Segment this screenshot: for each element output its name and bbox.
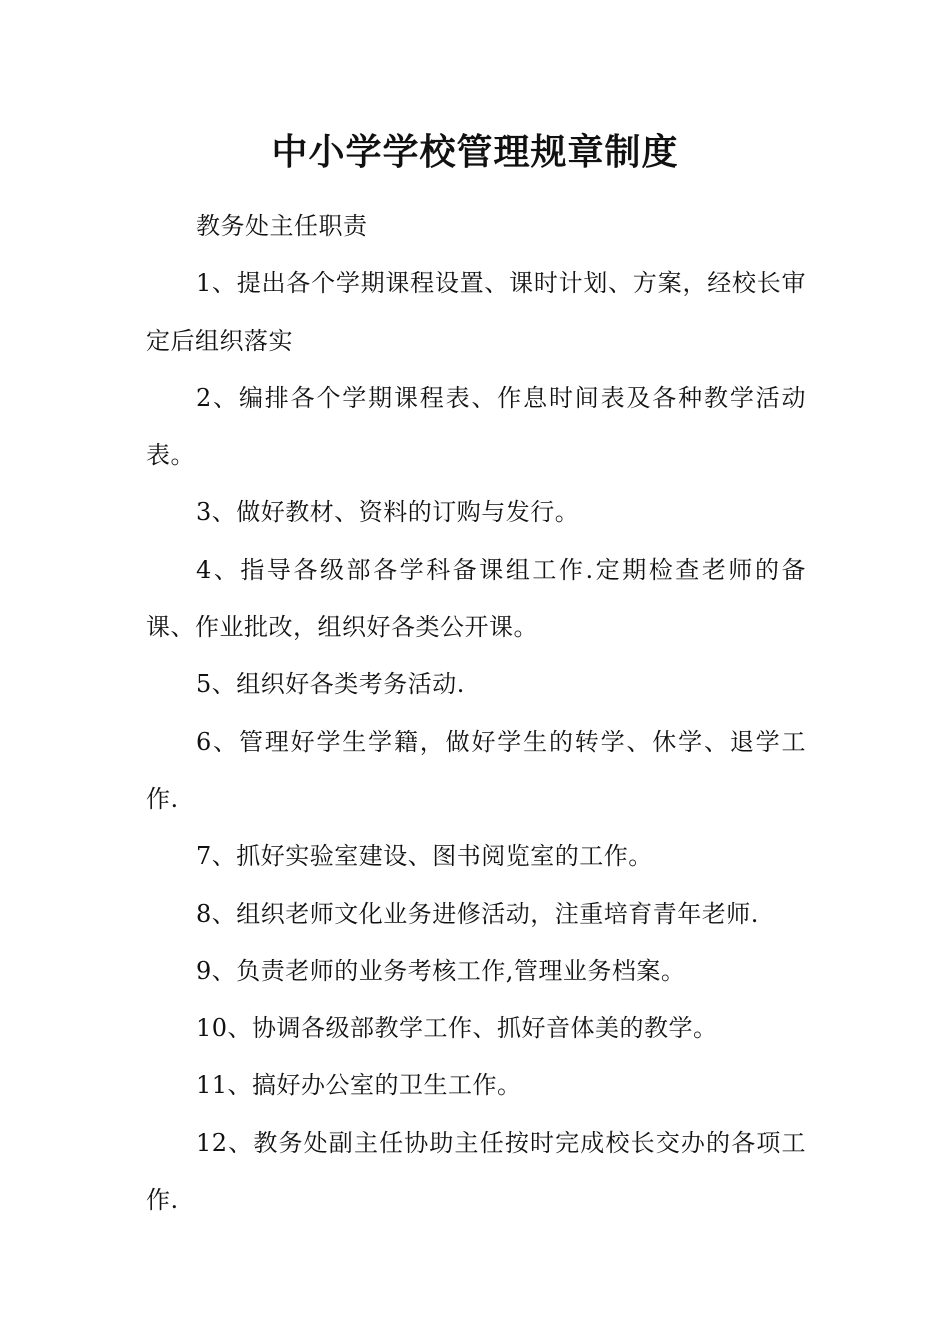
duty-item-4: 4、指导各级部各学科备课组工作.定期检查老师的备课、作业批改，组织好各类公开课。 (146, 555, 806, 642)
duty-item-9: 9、负责老师的业务考核工作,管理业务档案。 (196, 956, 686, 985)
section-heading: 教务处主任职责 (196, 212, 368, 240)
duty-item-3: 3、做好教材、资料的订购与发行。 (196, 498, 580, 527)
duty-item-10: 10、协调各级部教学工作、抓好音体美的教学。 (196, 1014, 718, 1043)
document-title: 中小学学校管理规章制度 (271, 131, 679, 173)
duty-item-6: 6、管理好学生学籍，做好学生的转学、休学、退学工作. (146, 727, 806, 813)
duty-item-2: 2、编排各个学期课程表、作息时间表及各种教学活动表。 (146, 383, 806, 470)
duty-item-7: 7、抓好实验室建设、图书阅览室的工作。 (196, 842, 653, 871)
duty-item-12: 12、教务处副主任协助主任按时完成校长交办的各项工作. (146, 1128, 806, 1215)
duty-item-1: 1、提出各个学期课程设置、课时计划、方案，经校长审定后组织落实 (146, 269, 806, 355)
duty-item-5: 5、组织好各类考务活动. (196, 670, 465, 699)
duty-item-8: 8、组织老师文化业务进修活动，注重培育青年老师. (196, 899, 759, 928)
duty-item-11: 11、搞好办公室的卫生工作。 (196, 1071, 522, 1100)
document-body (146, 198, 806, 1229)
